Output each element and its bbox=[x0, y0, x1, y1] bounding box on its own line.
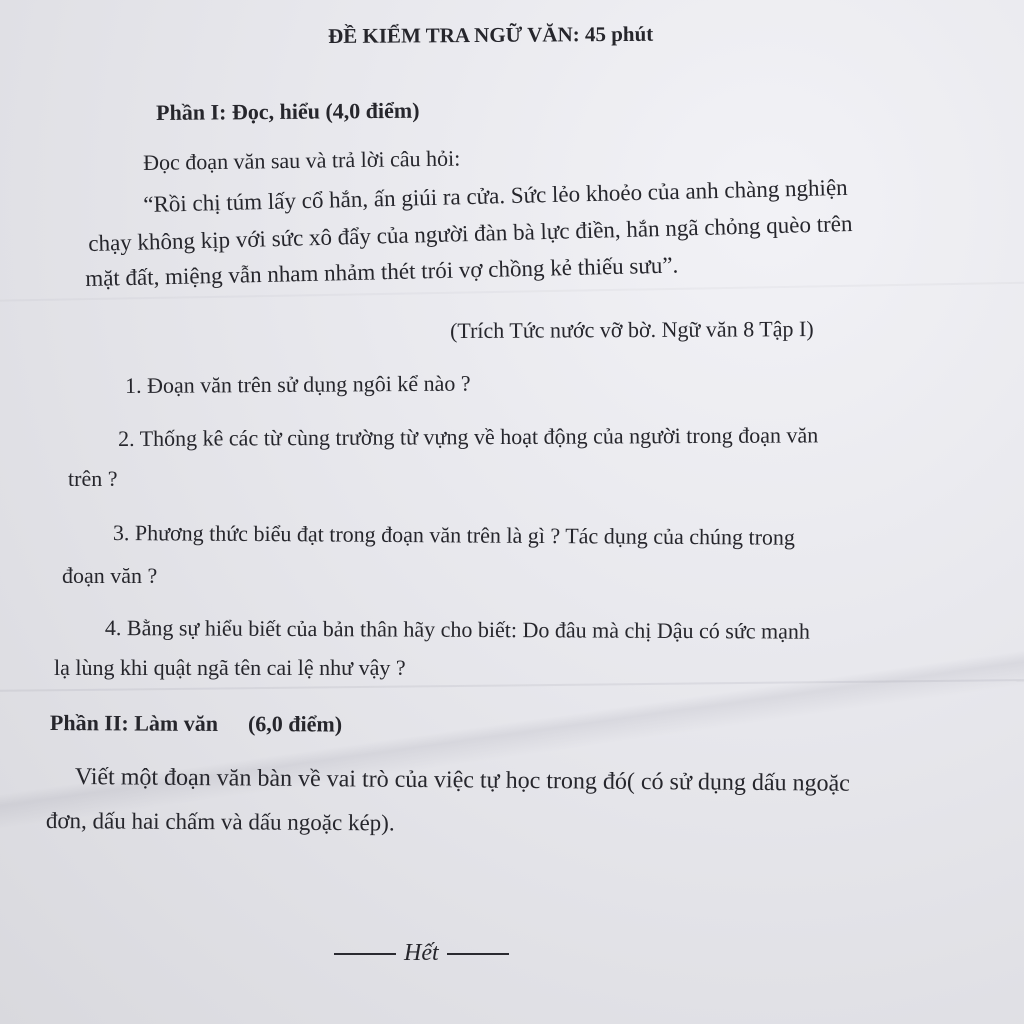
quote-line: “Rồi chị túm lấy cổ hắn, ấn giúi ra cửa. Sức lẻo khoẻo của anh chàng nghiện bbox=[143, 174, 848, 217]
question-1: 1. Đoạn văn trên sử dụng ngôi kể nào ? bbox=[125, 370, 471, 398]
part2-heading bbox=[50, 710, 342, 738]
part2-score: (6,0 điểm) bbox=[247, 711, 343, 737]
part2-heading-label: Phần II: Làm văn bbox=[49, 710, 219, 736]
essay-prompt-line: đơn, dấu hai chấm và dấu ngoặc kép). bbox=[45, 808, 395, 836]
part1-instruction: Đọc đoạn văn sau và trả lời câu hỏi: bbox=[143, 145, 461, 175]
end-text: Hết bbox=[404, 940, 439, 966]
part1-heading: Phần I: Đọc, hiểu (4,0 điểm) bbox=[156, 97, 420, 125]
question-2-continuation: trên ? bbox=[68, 466, 118, 491]
question-4-continuation: lạ lùng khi quật ngã tên cai lệ như vậy ? bbox=[54, 655, 406, 680]
question-3-continuation: đoạn văn ? bbox=[62, 563, 158, 588]
question-3: 3. Phương thức biểu đạt trong đoạn văn trên là gì ? Tác dụng của chúng trong bbox=[112, 520, 796, 550]
question-2: 2. Thống kê các từ cùng trường từ vựng về hoạt động của người trong đoạn văn bbox=[118, 422, 819, 451]
end-dash-left bbox=[334, 953, 396, 955]
exam-title: ĐỀ KIỂM TRA NGỮ VĂN: 45 phút bbox=[328, 21, 654, 48]
quote-source: (Trích Tức nước vỡ bờ. Ngữ văn 8 Tập I) bbox=[450, 316, 814, 343]
end-marker bbox=[334, 940, 509, 967]
quote-line: mặt đất, miệng vẫn nham nhảm thét trói vợ chồng kẻ thiếu sưu”. bbox=[85, 252, 679, 291]
question-4: 4. Bằng sự hiểu biết của bản thân hãy cho biết: Do đâu mà chị Dậu có sức mạnh bbox=[104, 615, 811, 644]
essay-prompt-line: Viết một đoạn văn bàn về vai trò của việc tự học trong đó( có sử dụng dấu ngoặc bbox=[74, 764, 851, 797]
quote-line: chạy không kịp với sức xô đẩy của người đàn bà lực điền, hắn ngã chỏng quèo trên bbox=[88, 210, 853, 256]
end-dash-right bbox=[447, 953, 509, 955]
